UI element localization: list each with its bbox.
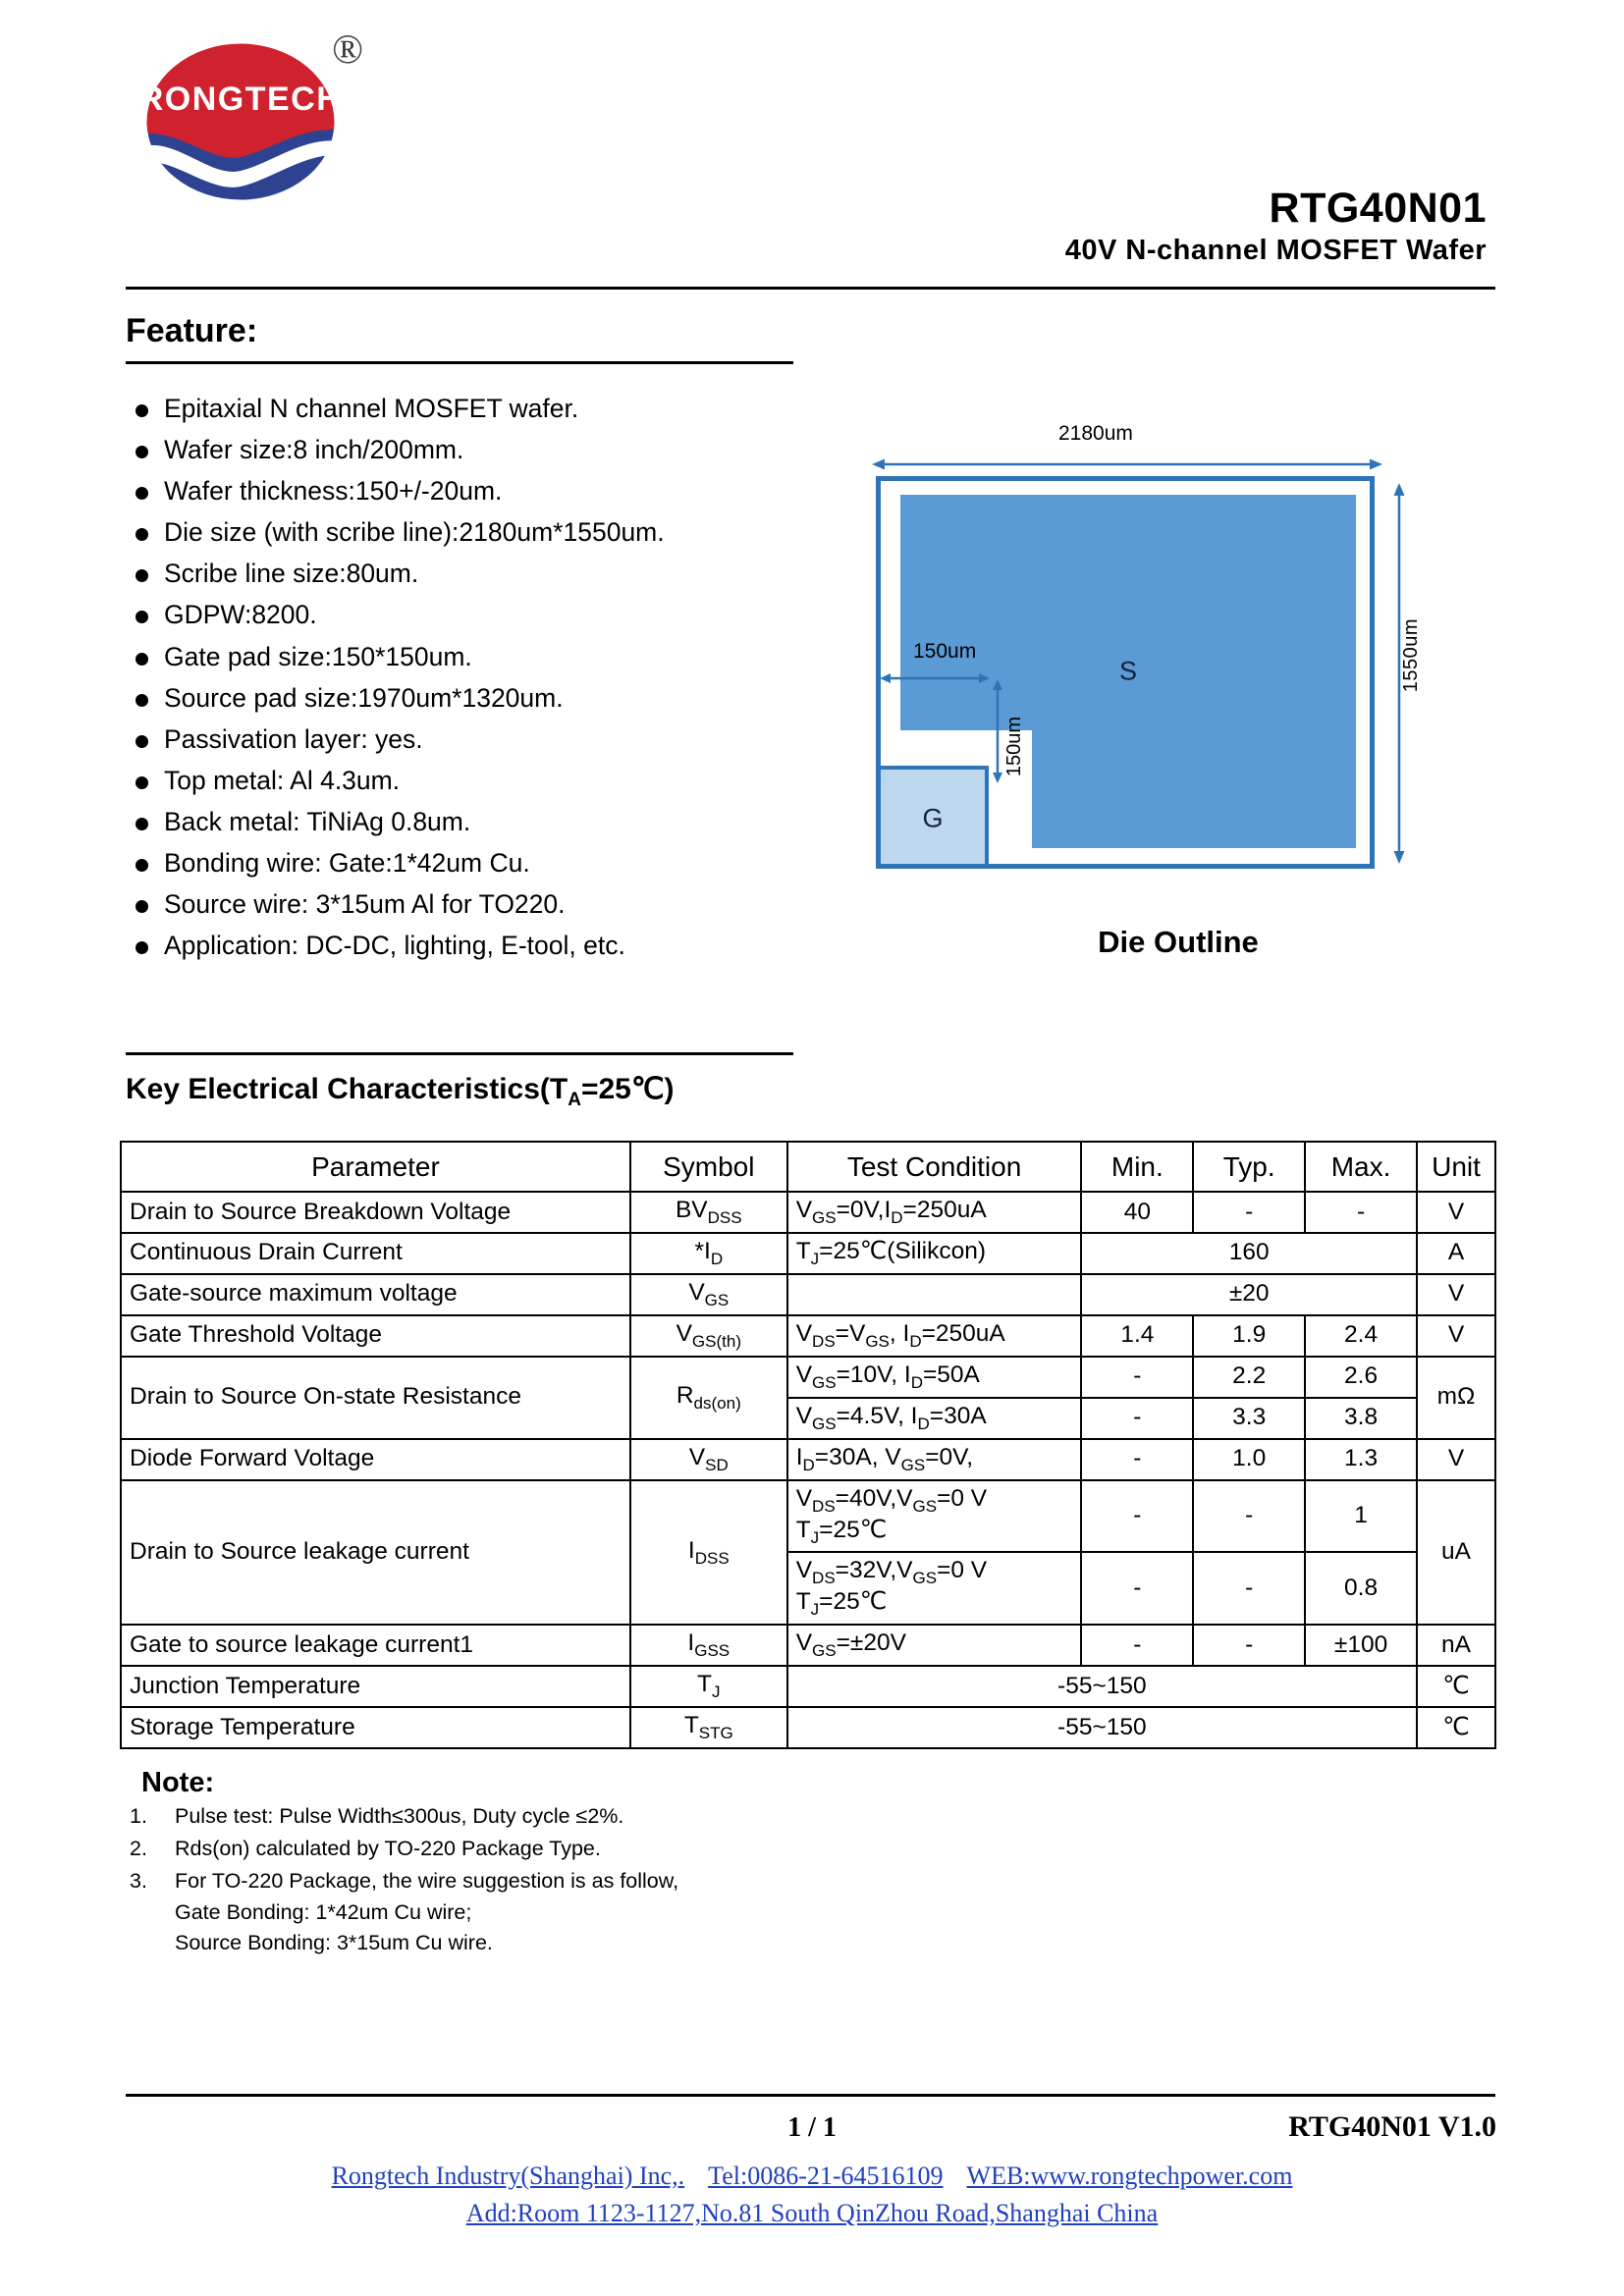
feature-list [135, 393, 852, 971]
spec-divider [126, 1052, 793, 1055]
typ-value-cell: - [1193, 1625, 1305, 1666]
column-header: Parameter [121, 1142, 630, 1192]
website-link[interactable]: WEB:www.rongtechpower.com [966, 2162, 1293, 2190]
feature-item-label: Epitaxial N channel MOSFET wafer. [164, 394, 579, 423]
unit-cell [1417, 1274, 1495, 1315]
symbol-cell: $V_{GS}$ [630, 1274, 787, 1315]
min-value-cell: 1.4 [1081, 1315, 1193, 1357]
unit-label: ℃ [1442, 1713, 1470, 1740]
symbol-cell: $R_{ds(on)}$ [630, 1357, 787, 1439]
parameter-cell [121, 1233, 630, 1274]
note-subline: Gate Bonding: 1*42um Cu wire; [175, 1899, 472, 1924]
feature-item [135, 765, 852, 798]
test-condition-cell: $V_{DS}=32V,V_{GS}=0$ V $T_J=25℃$ [787, 1552, 1082, 1625]
parameter-name: Continuous Drain Current [130, 1239, 403, 1266]
spec-heading [126, 1072, 675, 1111]
feature-item-label: Back metal: TiNiAg 0.8um. [164, 806, 471, 836]
footer-address-line [0, 2199, 1624, 2228]
unit-label: uA [1441, 1538, 1471, 1566]
feature-item [135, 641, 852, 674]
typ-value-cell: - [1193, 1192, 1305, 1233]
bullet-icon [135, 569, 148, 582]
note-heading: Note: [141, 1767, 215, 1798]
bullet-icon [135, 446, 148, 458]
max-value-cell: 1 [1305, 1480, 1417, 1553]
spec-heading-prefix: Key Electrical Characteristics(T [126, 1073, 568, 1105]
document-version: RTG40N01 V1.0 [1288, 2110, 1496, 2143]
feature-heading: Feature: [126, 312, 258, 349]
table-row [121, 1707, 1495, 1748]
spec-heading-sub: A [568, 1090, 581, 1110]
min-value-cell: - [1081, 1552, 1193, 1625]
test-condition-cell: $V_{DS}=V_{GS}$, $I_D=250uA$ [787, 1315, 1082, 1357]
feature-item [135, 475, 852, 508]
bullet-icon [135, 404, 148, 417]
symbol-cell: $BV_{DSS}$ [630, 1192, 787, 1233]
value-text: ±20 [1228, 1280, 1270, 1308]
min-value-cell: - [1081, 1625, 1193, 1666]
feature-item-label: Bonding wire: Gate:1*42um Cu. [164, 848, 530, 879]
symbol-cell: $I_{DSS}$ [630, 1480, 787, 1626]
unit-cell [1417, 1233, 1495, 1274]
column-header: Min. [1081, 1142, 1193, 1192]
unit-label: nA [1441, 1630, 1471, 1658]
test-condition-cell [787, 1274, 1082, 1315]
spec-heading-suffix: =25℃) [580, 1073, 675, 1105]
table-row [121, 1625, 1495, 1666]
table-row [121, 1192, 1495, 1233]
company-logo [110, 27, 375, 209]
table-row [121, 1357, 1495, 1398]
feature-item-label: Wafer size:8 inch/200mm. [164, 435, 464, 465]
footer-divider [126, 2094, 1495, 2097]
unit-cell [1417, 1666, 1495, 1707]
typ-value-cell: - [1193, 1480, 1305, 1553]
range-value-cell [787, 1666, 1417, 1707]
bullet-icon [135, 653, 148, 666]
min-value-cell: 40 [1081, 1192, 1193, 1233]
feature-item [135, 888, 852, 922]
document-title-block [603, 187, 1487, 267]
typ-value-cell: 1.0 [1193, 1439, 1305, 1480]
parameter-name: Drain to Source leakage current [130, 1538, 469, 1566]
test-condition-cell: $T_J=25℃(Silikcon)$ [787, 1233, 1082, 1274]
value-text: -55~150 [1057, 1713, 1147, 1740]
parameter-cell [121, 1439, 630, 1480]
bullet-icon [135, 776, 148, 789]
table-row [121, 1274, 1495, 1315]
typ-value-cell: 1.9 [1193, 1315, 1305, 1357]
parameter-cell [121, 1625, 630, 1666]
gate-pad [881, 766, 989, 864]
parameter-name: Gate to source leakage current1 [130, 1630, 474, 1658]
unit-label: V [1447, 1198, 1465, 1225]
bullet-icon [135, 818, 148, 830]
feature-item-label: Die size (with scribe line):2180um*1550um. [164, 517, 665, 548]
typ-value-cell: 3.3 [1193, 1398, 1305, 1439]
header-divider [126, 287, 1495, 290]
unit-cell [1417, 1357, 1495, 1439]
feature-item-label: Wafer thickness:150+/-20um. [164, 476, 503, 507]
unit-cell [1417, 1192, 1495, 1233]
column-header: Test Condition [787, 1142, 1082, 1192]
feature-item-label: Application: DC-DC, lighting, E-tool, etc. [164, 931, 625, 961]
min-value-cell: - [1081, 1357, 1193, 1398]
logo-wordmark: RONGTECH [138, 80, 343, 118]
table-header-row [121, 1142, 1495, 1192]
feature-item [135, 434, 852, 467]
die-outline-diagram [854, 422, 1483, 952]
parameter-cell [121, 1192, 630, 1233]
typ-value-cell [1081, 1274, 1417, 1315]
feature-item [135, 558, 852, 591]
telephone: Tel:0086-21-64516109 [708, 2162, 944, 2190]
symbol-cell: $V_{GS(th)}$ [630, 1315, 787, 1357]
unit-cell [1417, 1480, 1495, 1626]
unit-label: V [1447, 1321, 1465, 1349]
company-name: Rongtech Industry(Shanghai) Inc,. [331, 2162, 685, 2190]
note-list [130, 1801, 1013, 1958]
bullet-icon [135, 859, 148, 872]
max-value-cell: 0.8 [1305, 1552, 1417, 1625]
die-height-label: 1550um [1400, 618, 1422, 693]
parameter-cell [121, 1315, 630, 1357]
unit-cell [1417, 1707, 1495, 1748]
value-text: -55~150 [1057, 1672, 1147, 1699]
parameter-cell [121, 1357, 630, 1439]
parameter-cell [121, 1274, 630, 1315]
test-condition-cell: $V_{GS}=\pm 20V$ [787, 1625, 1082, 1666]
feature-item [135, 682, 852, 716]
unit-label: ℃ [1442, 1672, 1470, 1699]
unit-label: V [1447, 1445, 1465, 1472]
max-value-cell: - [1305, 1192, 1417, 1233]
registered-trademark-icon: ® [332, 27, 363, 73]
bullet-icon [135, 487, 148, 500]
gate-height-dimension-arrow [992, 679, 1003, 783]
bullet-icon [135, 694, 148, 707]
column-header: Max. [1305, 1142, 1417, 1192]
max-value-cell: 2.6 [1305, 1357, 1417, 1398]
source-pad-label: S [1118, 656, 1138, 686]
test-condition-cell: $V_{GS}=10V$, $I_D=50A$ [787, 1357, 1082, 1398]
feature-item [135, 847, 852, 881]
unit-label: mΩ [1436, 1383, 1476, 1411]
unit-label: A [1447, 1239, 1465, 1266]
note-item [130, 1866, 1013, 1896]
column-header: Typ. [1193, 1142, 1305, 1192]
symbol-cell: $T_{STG}$ [630, 1707, 787, 1748]
parameter-name: Gate Threshold Voltage [130, 1321, 382, 1349]
min-value-cell: - [1081, 1398, 1193, 1439]
test-condition-cell: $I_D=30A$, $V_{GS}=0V$, [787, 1439, 1082, 1480]
bullet-icon [135, 528, 148, 541]
parameter-cell [121, 1707, 630, 1748]
table-row [121, 1480, 1495, 1553]
unit-cell [1417, 1439, 1495, 1480]
feature-item-label: Top metal: Al 4.3um. [164, 765, 401, 795]
die-outline-caption: Die Outline [1098, 925, 1259, 959]
note-block [130, 1767, 1013, 1958]
test-condition-cell: $V_{GS}=0V,I_D=250uA$ [787, 1192, 1082, 1233]
note-number: 3. [130, 1869, 147, 1894]
unit-cell [1417, 1315, 1495, 1357]
symbol-cell: $V_{SD}$ [630, 1439, 787, 1480]
parameter-name: Gate-source maximum voltage [130, 1280, 458, 1308]
gate-pad-label: G [922, 803, 944, 833]
parameter-name: Junction Temperature [130, 1672, 361, 1699]
rongtech-logo-icon [126, 41, 356, 203]
note-text: Rds(on) calculated by TO-220 Package Type. [175, 1837, 601, 1861]
max-value-cell: ±100 [1305, 1625, 1417, 1666]
die-width-label: 2180um [1058, 422, 1133, 445]
table-row [121, 1666, 1495, 1707]
part-number: RTG40N01 [1269, 185, 1487, 232]
address: Add:Room 1123-1127,No.81 South QinZhou Road,Shanghai China [465, 2199, 1159, 2227]
test-condition-cell: $V_{GS}=4.5V$, $I_D=30A$ [787, 1398, 1082, 1439]
max-value-cell: 3.8 [1305, 1398, 1417, 1439]
test-condition-cell: $V_{DS}=40V,V_{GS}=0$ V $T_J=25℃$ [787, 1480, 1082, 1553]
table-row [121, 1233, 1495, 1274]
max-value-cell: 2.4 [1305, 1315, 1417, 1357]
symbol-cell: $I_{GSS}$ [630, 1625, 787, 1666]
symbol-cell: $T_J$ [630, 1666, 787, 1707]
note-item [130, 1834, 1013, 1864]
parameter-name: Diode Forward Voltage [130, 1445, 375, 1472]
feature-item [135, 806, 852, 839]
min-value-cell: - [1081, 1439, 1193, 1480]
gate-width-dimension-arrow [880, 672, 990, 684]
feature-item-label: Gate pad size:150*150um. [164, 641, 472, 671]
note-text: Pulse test: Pulse Width≤300us, Duty cycle ≤2%. [175, 1804, 624, 1828]
unit-label: V [1447, 1280, 1465, 1308]
unit-cell [1417, 1625, 1495, 1666]
column-header: Symbol [630, 1142, 787, 1192]
feature-item [135, 599, 852, 632]
min-value-cell: - [1081, 1480, 1193, 1553]
note-number: 1. [130, 1804, 147, 1828]
bullet-icon [135, 611, 148, 623]
table-row [121, 1315, 1495, 1357]
parameter-cell [121, 1666, 630, 1707]
parameter-name: Storage Temperature [130, 1713, 355, 1740]
part-subtitle: 40V N-channel MOSFET Wafer [1064, 235, 1487, 267]
gate-height-label: 150um [1003, 717, 1025, 777]
note-number: 2. [130, 1837, 147, 1861]
typ-value-cell: - [1193, 1552, 1305, 1625]
feature-item-label: Source wire: 3*15um Al for TO220. [164, 889, 566, 920]
parameter-name: Drain to Source On-state Resistance [130, 1383, 521, 1411]
range-value-cell [787, 1707, 1417, 1748]
bullet-icon [135, 735, 148, 748]
feature-item-label: Passivation layer: yes. [164, 723, 423, 754]
typ-value-cell: 2.2 [1193, 1357, 1305, 1398]
typ-value-cell [1081, 1233, 1417, 1274]
parameter-name: Drain to Source Breakdown Voltage [130, 1198, 512, 1225]
feature-item-label: Source pad size:1970um*1320um. [164, 682, 564, 713]
max-value-cell: 1.3 [1305, 1439, 1417, 1480]
feature-item [135, 723, 852, 757]
note-subline: Source Bonding: 3*15um Cu wire. [175, 1930, 493, 1954]
bullet-icon [135, 941, 148, 954]
symbol-cell: $*I_D$ [630, 1233, 787, 1274]
note-item [130, 1801, 1013, 1832]
feature-item [135, 516, 852, 550]
feature-divider [126, 361, 793, 364]
bullet-icon [135, 900, 148, 913]
parameter-cell [121, 1480, 630, 1626]
column-header: Unit [1417, 1142, 1495, 1192]
feature-item [135, 393, 852, 426]
die-width-dimension-arrow [872, 457, 1382, 471]
feature-item-label: GDPW:8200. [164, 600, 317, 630]
feature-item [135, 930, 852, 963]
note-text: For TO-220 Package, the wire suggestion is as follow, [175, 1869, 679, 1894]
value-text: 160 [1228, 1239, 1270, 1266]
gate-width-label: 150um [913, 640, 977, 663]
footer-contact-line [0, 2162, 1624, 2191]
table-row [121, 1439, 1495, 1480]
feature-item-label: Scribe line size:80um. [164, 559, 419, 589]
page-number: 1 / 1 [787, 2112, 837, 2143]
spec-table [120, 1141, 1496, 1749]
